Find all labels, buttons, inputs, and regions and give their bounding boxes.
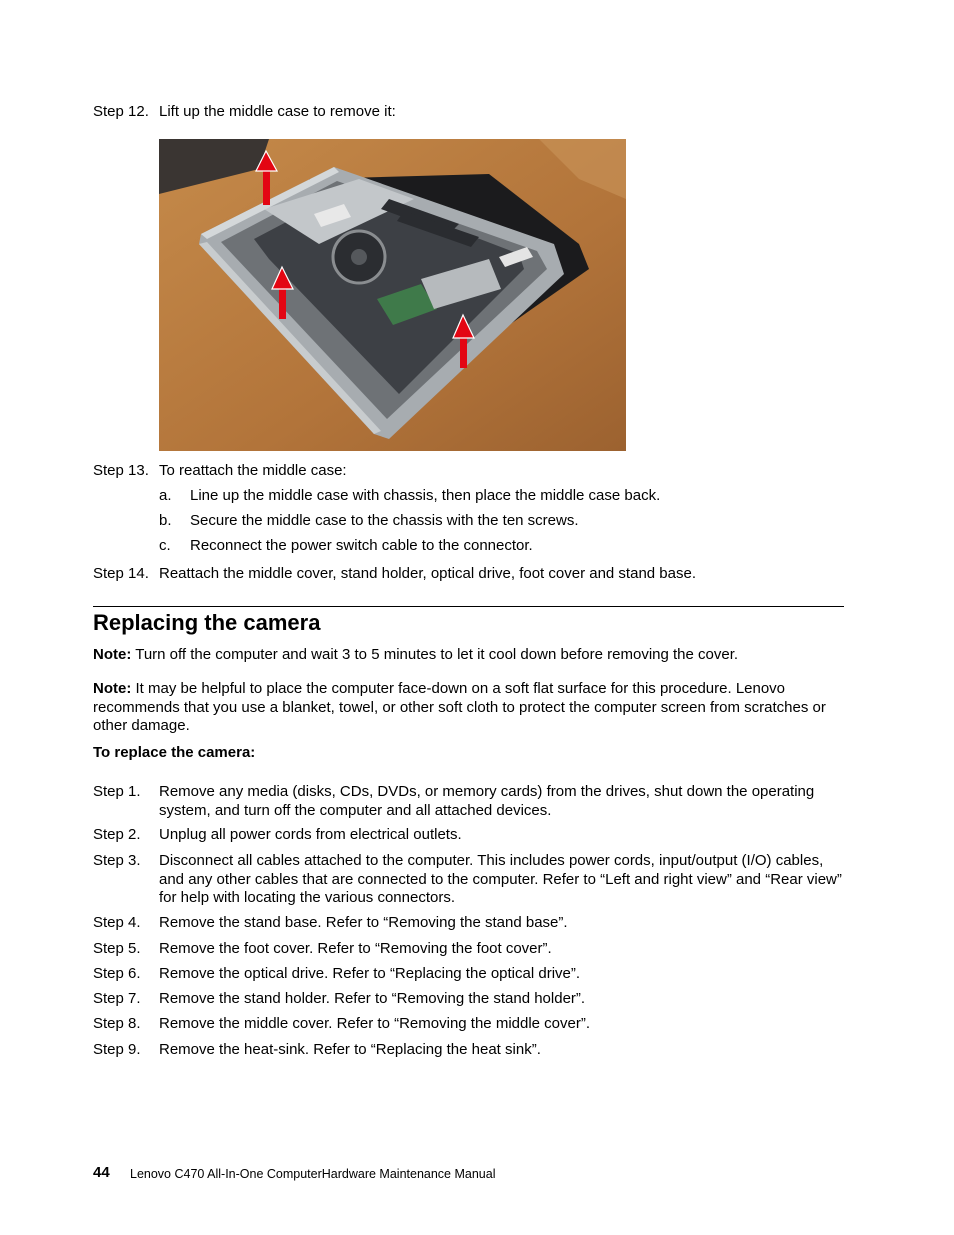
step-label: Step 3.: [93, 852, 141, 869]
step-text: Remove the stand holder. Refer to “Removing the stand holder”.: [159, 990, 586, 1007]
step-text: Disconnect all cables attached to the computer. This includes power cords, input/output (I/O) cables, and any other cables that are connected to the computer. Refer to “Left and right view” and “Rear view” for help with locating the various connectors.: [159, 852, 842, 906]
step-label: Step 5.: [93, 940, 141, 957]
step-13-text: To reattach the middle case:: [159, 462, 347, 479]
step-label: Step 7.: [93, 990, 141, 1007]
note-cool-down: [93, 646, 848, 665]
note-label: Note:: [93, 680, 132, 697]
middle-case-photo: [159, 139, 626, 451]
step-text: Remove the middle cover. Refer to “Removing the middle cover”.: [159, 1015, 591, 1032]
step-text: Remove any media (disks, CDs, DVDs, or memory cards) from the drives, shut down the operating system, and turn off the computer and all attached devices.: [159, 783, 815, 819]
step-text: Unplug all power cords from electrical outlets.: [159, 826, 462, 843]
step-13-item-text: Line up the middle case with chassis, then place the middle case back.: [190, 487, 661, 504]
note-text: It may be helpful to place the computer face-down on a soft flat surface for this procedure. Lenovo recommends that you use a blanket, towel, or other soft cloth to protect the computer screen from scratches or other damage.: [93, 680, 826, 734]
section-title: Replacing the camera: [93, 610, 321, 635]
footer-title: Lenovo C470 All-In-One ComputerHardware Maintenance Manual: [130, 1167, 496, 1181]
step-label: Step 8.: [93, 1015, 141, 1032]
step-text: Remove the stand base. Refer to “Removing the stand base”.: [159, 914, 568, 931]
step-13-label: Step 13.: [93, 462, 149, 479]
step-12-label: Step 12.: [93, 103, 149, 120]
step-label: Step 1.: [93, 783, 141, 800]
step-text: Remove the optical drive. Refer to “Replacing the optical drive”.: [159, 965, 581, 982]
middle-case-illustration: [159, 139, 626, 451]
step-13-item-text: Secure the middle case to the chassis with the ten screws.: [190, 512, 579, 529]
step-label: Step 6.: [93, 965, 141, 982]
step-14-label: Step 14.: [93, 565, 149, 582]
step-13-item-label: b.: [159, 512, 172, 529]
step-12-text: Lift up the middle case to remove it:: [159, 103, 396, 120]
step-13-item-label: a.: [159, 487, 172, 504]
step-13-item-label: c.: [159, 537, 171, 554]
step-14-text: Reattach the middle cover, stand holder, optical drive, foot cover and stand base.: [159, 565, 696, 582]
section-divider: [93, 606, 844, 607]
note-face-down: [93, 680, 848, 736]
procedure-title: To replace the camera:: [93, 744, 256, 761]
step-text: Remove the heat-sink. Refer to “Replacing the heat sink”.: [159, 1041, 541, 1058]
note-text: Turn off the computer and wait 3 to 5 minutes to let it cool down before removing the cover.: [131, 646, 739, 663]
page-number: 44: [93, 1164, 110, 1181]
step-label: Step 4.: [93, 914, 141, 931]
step-label: Step 2.: [93, 826, 141, 843]
step-13-item-text: Reconnect the power switch cable to the connector.: [190, 537, 533, 554]
step-label: Step 9.: [93, 1041, 141, 1058]
step-text: Remove the foot cover. Refer to “Removing the foot cover”.: [159, 940, 552, 957]
note-label: Note:: [93, 646, 132, 663]
